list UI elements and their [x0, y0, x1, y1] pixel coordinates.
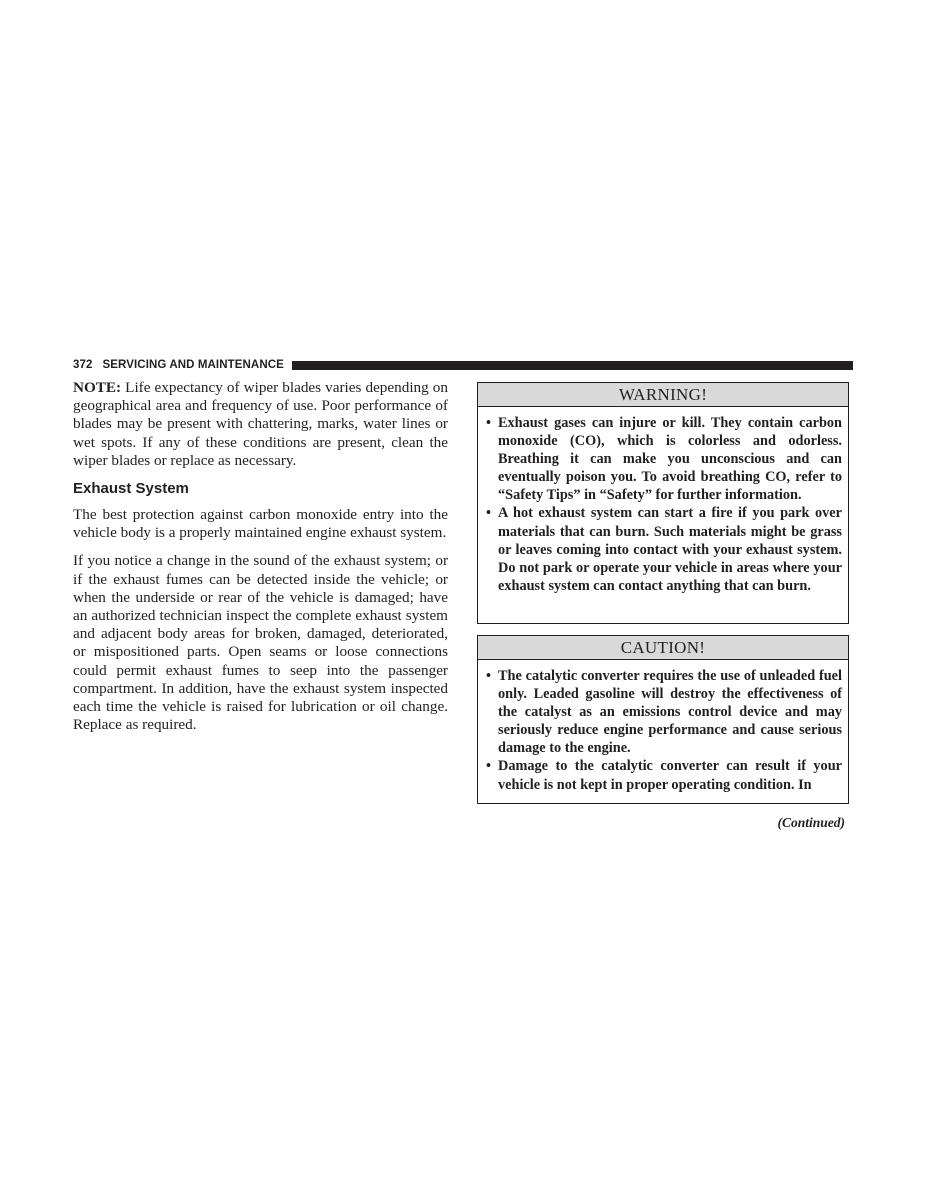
page-number: 372: [73, 359, 93, 371]
caution-box: [477, 635, 849, 804]
warning-item-text: A hot exhaust system can start a fire if you park over materials that can burn. Such materials might be grass or leaves coming into contact with your exhaust system. Do not park or operate your vehicle in areas where your exhaust system can contact anything that can burn.: [498, 505, 842, 594]
warning-box: [477, 382, 849, 624]
bullet-icon: •: [486, 758, 492, 775]
exhaust-system-heading: Exhaust System: [73, 480, 189, 498]
caution-title: CAUTION!: [478, 636, 848, 660]
warning-item: [486, 504, 842, 594]
section-title: SERVICING AND MAINTENANCE: [102, 359, 284, 371]
note-text: Life expectancy of wiper blades varies depending on geographical area and frequency of use. Poor performance of blades may be present with chattering, marks, water lines or wet spots. If any of these conditions are present, clean the wiper blades or replace as necessary.: [73, 379, 448, 469]
exhaust-paragraph-1: The best protection against carbon monoxide entry into the vehicle body is a properly maintained engine exhaust system.: [73, 506, 448, 542]
caution-item: [486, 757, 842, 793]
continued-label: (Continued): [777, 815, 845, 830]
warning-item: [486, 414, 842, 504]
caution-item-text: The catalytic converter requires the use of unleaded fuel only. Leaded gasoline will destroy the effectiveness of the catalyst as an emissions control device and may seriously reduce engine performance and cause serious damage to the engine.: [498, 668, 842, 757]
bullet-icon: •: [486, 415, 492, 431]
bullet-icon: •: [486, 505, 492, 522]
caution-item-text: Damage to the catalytic converter can result if your vehicle is not kept in proper operating condition. In: [498, 758, 842, 793]
page-header: [73, 357, 853, 373]
warning-title: WARNING!: [478, 383, 848, 407]
note-label: NOTE:: [73, 379, 122, 396]
exhaust-paragraph-2: If you notice a change in the sound of the exhaust system; or if the exhaust fumes can be detected inside the vehicle; or when the underside or rear of the vehicle is damaged; have an authorized technician inspect the complete exhaust system and adjacent body areas for broken, damaged, deteriorated, or mispositioned parts. Open seams or loose connections could permit exhaust fumes to seep into the passenger compartment. In addition, have the exhaust system inspected each time the vehicle is raised for lubrication or oil change. Replace as required.: [73, 552, 448, 734]
caution-list: [478, 660, 848, 800]
left-column: [73, 379, 448, 744]
caution-item: [486, 667, 842, 757]
bullet-icon: •: [486, 668, 492, 684]
note-paragraph: [73, 379, 448, 470]
header-rule: [292, 361, 853, 370]
warning-list: [478, 407, 848, 601]
warning-item-text: Exhaust gases can injure or kill. They contain carbon monoxide (CO), which is colorless and odorless. Breathing it can make you unconscious and can eventually poison you. To avoid breathing CO, refer to “Safety Tips” in “Safety” for further information.: [498, 415, 842, 504]
